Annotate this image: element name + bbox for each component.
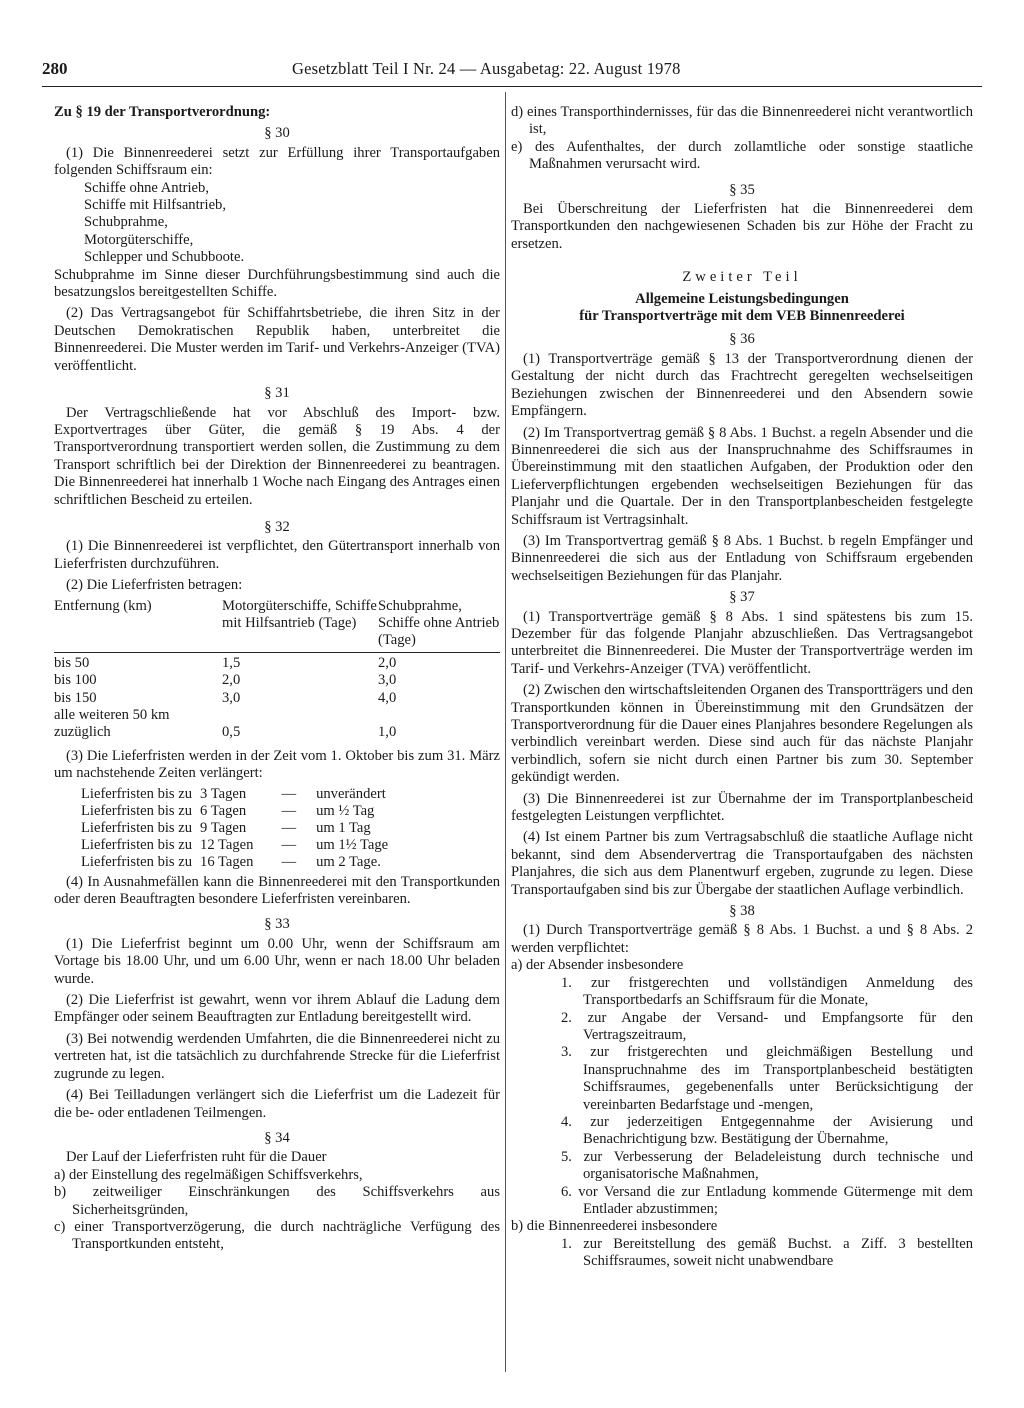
paragraph-text: (3) Im Transportvertrag gemäß § 8 Abs. 1 Buchst. b regeln Empfänger und Binnenreederei die sich aus der Entladung von Schiffsraum ergebenden wechselseitigen Beziehungen für das Planjahr. [511,532,973,584]
list-item: Schiffe ohne Antrieb, [84,179,209,196]
table-cell: 2,0 [378,654,397,671]
paragraph-text: Schubprahme im Sinne dieser Durchführungsbestimmung sind auch die besatzungslos bereitgestellten Schiffe. [54,266,500,301]
part-heading: Zweiter Teil [682,269,802,286]
table-cell: 3 Tagen [200,785,247,802]
table-cell: 0,5 [222,724,241,741]
table-cell: alle weiteren 50 km zuzüglich [54,707,170,741]
table-row [81,820,396,837]
paragraph-number: § 37 [729,589,755,606]
paragraph-text: (3) Die Binnenreederei ist zur Übernahme der im Transportplanbescheid festgelegten Leistungen verpflichtet. [511,790,973,825]
list-item: b) die Binnenreederei insbesondere [511,1218,718,1235]
table-cell: 3,0 [222,689,241,706]
paragraph-number: § 36 [729,331,755,348]
table-cell: 1,5 [222,654,241,671]
paragraph-number: § 31 [264,385,290,402]
table-cell: Lieferfristen bis zu [81,785,193,802]
table-cell: — [281,785,297,802]
table-cell: Lieferfristen bis zu [81,836,193,853]
paragraph-number: § 32 [264,518,290,535]
paragraph-text: (2) Die Lieferfristen betragen: [66,577,243,594]
paragraph-text: (4) Ist einem Partner bis zum Vertragsabschluß die staatliche Auflage nicht bekannt, sind dem Absendervertrag die Transportaufgaben des nächsten Planjahres, die sich aus dem Planentwurf ergeben, zugrunde zu legen. Diese Transportaufgaben sind bis zur Übergabe der staatlichen Auflage verbindlich. [511,829,973,898]
paragraph-text: (2) Zwischen den wirtschaftsleitenden Organen des Transportträgers und den Transportkunden können in Übereinstimmung mit den Grundsätzen der Transportverordnung für die Dauer eines Planjahres besondere Regelungen als verbindlich vereinbart werden. Diese sind auch für das nächste Planjahr verbindlich, sofern sie nicht durch einen Partner bis zum 30. September gekündigt werden. [511,682,973,786]
table-cell: um ½ Tag [316,802,375,819]
list-item: Motorgüterschiffe, [84,231,194,248]
left-column [54,104,500,1254]
table-row [54,655,500,672]
list-item: 3. zur fristgerechten und gleichmäßigen Bestellung und Inanspruchnahme des im Transportplanbescheid bestätigten Schiffsraumes, gegebenenfalls unter Berücksichtigung der vereinbarten Bedarfstage und -mengen, [561,1044,973,1113]
table-cell: bis 100 [54,672,97,689]
paragraph-text: (1) Durch Transportverträge gemäß § 8 Abs. 1 Buchst. a und § 8 Abs. 2 werden verpflichtet: [511,922,973,956]
list-item: d) eines Transporthindernisses, für das die Binnenreederei nicht verantwortlich ist, [511,104,973,138]
paragraph-text: (4) In Ausnahmefällen kann die Binnenreederei mit den Transportkunden oder deren Beauftragten besondere Lieferfristen vereinbaren. [54,873,500,908]
table-row [81,803,396,820]
table-row [81,837,396,854]
table-cell: — [281,853,297,870]
table-row [81,786,396,803]
ship-type-list [54,180,500,267]
table-cell: — [281,802,297,819]
paragraph-number: § 33 [264,916,290,933]
part-title: Allgemeine Leistungsbedingungen [635,290,849,307]
table-row [81,854,396,871]
gazette-title: Gesetzblatt Teil I Nr. 24 — Ausgabetag: 22. August 1978 [292,59,681,78]
table-cell: um 1½ Tage [316,836,389,853]
list-item: 4. zur jederzeitigen Entgegennahme der Avisierung und Benachrichtigung bzw. Bestätigung der Übernahme, [561,1113,973,1148]
table-cell: um 2 Tage. [316,853,381,870]
paragraph-number: § 30 [264,125,290,142]
paragraph-text: (1) Die Binnenreederei setzt zur Erfüllung ihrer Transportaufgaben folgenden Schiffsraum ein: [54,144,500,179]
list-item: 1. zur fristgerechten und vollständigen Anmeldung des Transportbedarfs an Schiffsraum für die Monate, [561,974,973,1009]
paragraph-number: § 34 [264,1129,290,1146]
table-row [54,690,500,707]
list-item: 2. zur Angabe der Versand- und Empfangsorte für den Vertragszeitraum, [561,1009,973,1043]
table-header-cell: Entfernung (km) [54,597,152,614]
list-item: 6. vor Versand die zur Entladung kommende Gütermenge mit dem Entlader abzustimmen; [561,1183,973,1217]
list-item: Schlepper und Schubboote. [84,249,245,266]
table-row [54,707,500,742]
paragraph-text: (1) Transportverträge gemäß § 13 der Transportverordnung dienen der Gestaltung der nicht durch das Frachtrecht geregelten wechselseitigen Beziehungen zwischen der Binnenreederei und den Absendern sowie Empfängern. [511,350,973,420]
table-cell: bis 150 [54,689,97,706]
paragraph-text: (4) Bei Teilladungen verlängert sich die Lieferfrist um die Ladezeit für die be- oder entladenen Teilmengen. [54,1087,500,1121]
page-header [42,56,982,87]
table-cell: 12 Tagen [200,836,254,853]
paragraph-text: (1) Die Binnenreederei ist verpflichtet, den Gütertransport innerhalb von Lieferfristen durchzuführen. [54,538,500,572]
table-cell: 6 Tagen [200,802,247,819]
delivery-period-table [54,598,500,742]
list-item: a) der Absender insbesondere [511,957,684,974]
list-item: Schiffe mit Hilfsantrieb, [84,197,226,214]
table-cell: unverändert [316,785,386,802]
section-heading: Zu § 19 der Transportverordnung: [54,104,271,120]
list-item: c) einer Transportverzögerung, die durch nachträgliche Verfügung des Transportkunden entsteht, [54,1218,500,1253]
table-cell: 3,0 [378,672,397,689]
paragraph-text: Bei Überschreitung der Lieferfristen hat die Binnenreederei dem Transportkunden den nachgewiesenen Schaden bis zur Höhe der Fracht zu ersetzen. [511,201,973,252]
right-column [511,104,973,1271]
paragraph-text: (3) Bei notwendig werdenden Umfahrten, die die Binnenreederei nicht zu vertreten hat, ist die tatsächlich zu durchfahrende Strecke für die Lieferfrist zugrunde zu legen. [54,1030,500,1082]
table-cell: bis 50 [54,654,90,671]
table-cell: Lieferfristen bis zu [81,853,193,870]
table-cell: 1,0 [378,724,397,741]
paragraph-text: Der Lauf der Lieferfristen ruht für die Dauer [66,1149,327,1166]
table-header-cell: Schubprahme, Schiffe ohne Antrieb (Tage) [378,597,500,649]
list-item: 5. zur Verbesserung der Beladeleistung durch technische und organisatorische Maßnahmen, [561,1148,973,1183]
table-cell: 16 Tagen [200,853,254,870]
table-cell: um 1 Tag [316,819,371,836]
table-cell: — [281,836,297,853]
paragraph-text: (2) Das Vertragsangebot für Schiffahrtsbetriebe, die ihren Sitz in der Deutschen Demokratischen Republik haben, unterbreitet die Binnenreederei. Die Muster werden im Tarif- und Verkehrs-Anzeiger (TVA) veröffentlicht. [54,305,500,374]
list-item: 1. zur Bereitstellung des gemäß Buchst. a Ziff. 3 bestellten Schiffsraumes, soweit nicht unabwendbare [561,1235,973,1270]
table-header-cell: Motorgüterschiffe, Schiffe mit Hilfsantrieb (Tage) [222,597,377,631]
column-divider [505,92,506,1372]
list-item: e) des Aufenthaltes, der durch zollamtliche oder sonstige staatliche Maßnahmen verursacht wird. [511,138,973,173]
table-cell: Lieferfristen bis zu [81,802,193,819]
paragraph-text: (1) Transportverträge gemäß § 8 Abs. 1 sind spätestens bis zum 15. Dezember für das folgende Planjahr abzuschließen. Das Vertragsangebot unterbreitet die Binnenreederei. Die Muster der Transportverträge werden im Tarif- und Verkehrs-Anzeiger (TVA) veröffentlicht. [511,608,973,677]
table-cell: Lieferfristen bis zu [81,819,193,836]
list-item: Schubprahme, [84,214,168,231]
paragraph-text: (3) Die Lieferfristen werden in der Zeit vom 1. Oktober bis zum 31. März um nachstehende Zeiten verlängert: [54,747,500,782]
table-row [54,672,500,689]
table-cell: 9 Tagen [200,819,247,836]
list-item: a) der Einstellung des regelmäßigen Schiffsverkehrs, [54,1166,363,1183]
table-cell: — [281,819,297,836]
paragraph-number: § 35 [729,181,755,198]
paragraph-text: Der Vertragschließende hat vor Abschluß des Import- bzw. Exportvertrages über Güter, die gemäß § 19 Abs. 4 der Transportverordnung transportiert werden sollen, die Zustimmung zu dem Transport schriftlich bei der Direktion der Binnenreederei zu beantragen. Die Binnenreederei hat innerhalb 1 Woche nach Eingang des Antrages einen schriftlichen Bescheid zu erteilen. [54,404,500,508]
paragraph-text: (1) Die Lieferfrist beginnt um 0.00 Uhr, wenn der Schiffsraum am Vortage bis 18.00 Uhr, und um 6.00 Uhr, wenn er nach 18.00 Uhr beladen wurde. [54,935,500,987]
list-item: b) zeitweiliger Einschränkungen des Schiffsverkehrs aus Sicherheitsgründen, [54,1184,500,1218]
paragraph-number: § 38 [729,903,755,920]
page-number: 280 [42,59,68,78]
part-title: für Transportverträge mit dem VEB Binnenreederei [579,308,905,325]
extension-table [81,786,396,871]
table-cell: 4,0 [378,689,397,706]
paragraph-text: (2) Im Transportvertrag gemäß § 8 Abs. 1 Buchst. a regeln Absender und die Binnenreederei die sich aus der Inanspruchnahme des Schiffsraumes in Übereinstimmung mit den staatlichen Aufgaben, der Produktion oder den Lieferverpflichtungen ergebenden wechselseitigen Beziehungen für das Planjahr und die Quartale. Der in den Transportplanbescheiden festgelegte Schiffsraum ist Vertragsinhalt. [511,424,973,528]
paragraph-text: (2) Die Lieferfrist ist gewahrt, wenn vor ihrem Ablauf die Ladung dem Empfänger oder seinem Beauftragten zur Entladung bereitgestellt wird. [54,992,500,1026]
table-cell: 2,0 [222,672,241,689]
